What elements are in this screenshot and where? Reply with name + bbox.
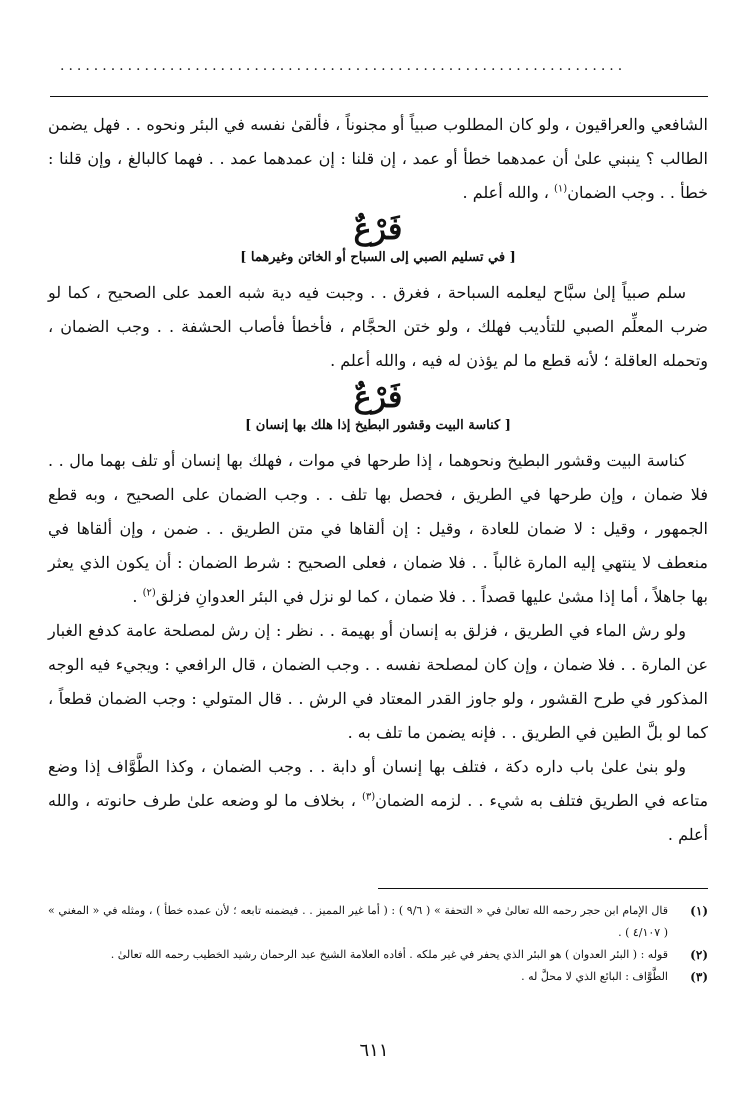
paragraph-bench bbox=[48, 750, 708, 852]
footnote-text: قال الإمام ابن حجر رحمه الله تعالىٰ في « التحفة » ( ٩/٦ ) : ( أما غير المميز . . فيضمنه تابعه ؛ لأن عمده خطأ ) ، ومثله في « المغني » ( ٤/١٠٧ ) . bbox=[48, 904, 668, 939]
branch-heading-2: فَرْعٌ bbox=[353, 380, 403, 415]
top-rule bbox=[50, 96, 708, 97]
section-2-body: كناسة البيت وقشور البطيخ ونحوهما ، إذا طرحها في موات ، فهلك بها إنسان أو تلف بهما مال . . فلا ضمان ، وإن طرحها في الطريق ، فحصل بها تلف . . وجب الضمان على الصحيح ، وبه قطع الجمهور ، وقيل : لا ضمان للعادة ، وقيل : إن ألقاها في متن الطريق . . ضمن ، وإن ألقاها في منعطف لا ينتهي إليه المارة غالباً . . فلا ضمان ، فعلى الصحيح : شرط الضمان : أن يكون الذي يعثر بها جاهلاً ، أما إذا مشىٰ عليها قصداً . . فلا ضمان ، كما لو نزل في البئر العدوانِ فزلق bbox=[48, 451, 709, 606]
paragraph-tail: ، والله أعلم . bbox=[462, 183, 554, 202]
paragraph-bench-a: ولو بنىٰ علىٰ باب داره دكة ، فتلف بها إنسان أو دابة . . وجب الضمان ، وكذا الطَّوَّاف إذا وضع متاعه في الطريق فتلف به شيء . . لزمه الضمان bbox=[48, 757, 709, 810]
footnote-2 bbox=[48, 944, 708, 966]
footnote-number: (٢) bbox=[690, 948, 708, 962]
paragraph-bench-b: ، بخلاف ما لو وضعه علىٰ طرف حانوته ، والله أعلم . bbox=[48, 791, 708, 844]
footnote-ref-1[interactable]: (١) bbox=[554, 183, 568, 195]
paragraph-text: الشافعي والعراقيون ، ولو كان المطلوب صبياً أو مجنوناً ، فألقىٰ نفسه في البئر ونحوه . . فهل يضمن الطالب ؟ ينبني علىٰ أن عمدهما خطأ أو عمد ، إن قلنا : إن عمدهما عمد . . فهما كالبالغ ، وإن قلنا : خطأ . . وجب الضمان bbox=[48, 115, 709, 202]
paragraph-continuation bbox=[48, 108, 708, 210]
footnote-rule bbox=[378, 888, 708, 889]
footnotes bbox=[48, 900, 708, 988]
footnote-number: (١) bbox=[690, 904, 708, 918]
header-dots: ................................................................... bbox=[60, 58, 627, 74]
page-number: ٦١١ bbox=[359, 1040, 389, 1061]
section-2-tail: . bbox=[132, 587, 143, 606]
branch-heading-1: فَرْعٌ bbox=[353, 212, 403, 247]
footnote-ref-3[interactable]: (٣) bbox=[361, 791, 376, 803]
footnote-3 bbox=[48, 966, 708, 988]
footnote-text: قوله : ( البئر العدوان ) هو البئر الذي يحفر في غير ملكه . أفاده العلامة الشيخ عبد الرحمان رشيد الخطيب رحمه الله تعالىٰ . bbox=[110, 948, 668, 961]
footnote-text: الطَّوَّاف : البائع الذي لا محلَّ له . bbox=[521, 970, 668, 983]
footnote-1 bbox=[48, 900, 708, 944]
section-1-subheading: [ في تسليم الصبي إلى السباح أو الخاتن وغيرهما ] bbox=[240, 250, 516, 265]
section-2-text bbox=[48, 444, 708, 614]
paragraph-water: ولو رش الماء في الطريق ، فزلق به إنسان أو بهيمة . . نظر : إن رش لمصلحة عامة كدفع الغبار عن المارة . . فلا ضمان ، وإن كان لمصلحة نفسه . . وجب الضمان ، قال الرافعي : ويجيء فيه الوجه المذكور في طرح القشور ، ولو جاوز القدر المعتاد في الرش . . قال المتولي : وجب الضمان قطعاً ، كما لو بلَّ الطين في الطريق . . فإنه يضمن ما تلف به . bbox=[48, 621, 708, 742]
footnote-number: (٣) bbox=[690, 970, 708, 984]
footnote-ref-2[interactable]: (٢) bbox=[142, 587, 156, 599]
section-1-text: سلم صبياً إلىٰ سبَّاح ليعلمه السباحة ، فغرق . . وجبت فيه دية شبه العمد على الصحيح ، كما لو ضرب المعلِّم الصبي للتأديب فهلك ، ولو ختن الحجَّام ، فأخطأ فأصاب الحشفة . . وجب الضمان ، وتحمله العاقلة ؛ لأنه قطع ما لم يؤذن له فيه ، والله أعلم . bbox=[48, 283, 708, 370]
main-text bbox=[48, 108, 708, 852]
section-2-subheading: [ كناسة البيت وقشور البطيخ إذا هلك بها إنسان ] bbox=[245, 418, 511, 433]
